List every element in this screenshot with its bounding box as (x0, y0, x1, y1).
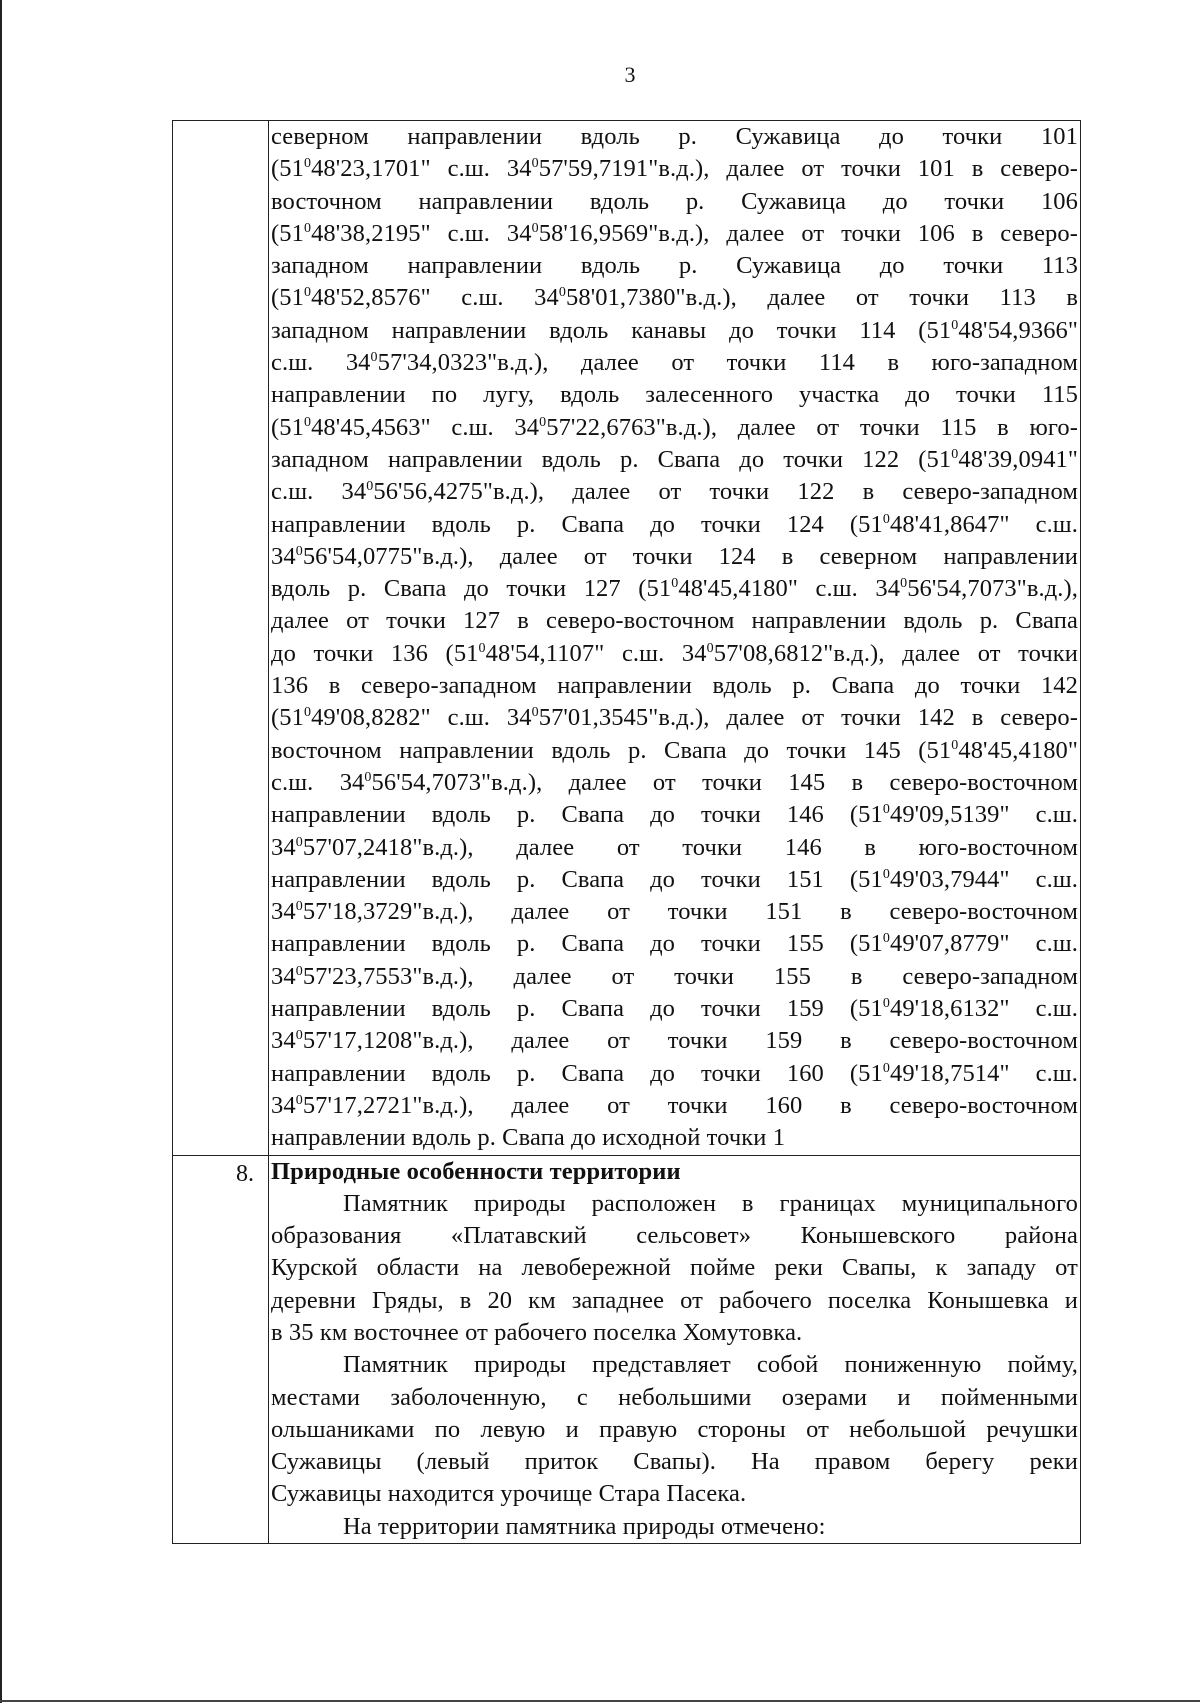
scan-edge (0, 0, 2, 1703)
text-line: ольшаниками по левую и правую стороны от небольшой речушки (271, 1415, 1078, 1443)
text-line: ($51^049'08,8282$" с.ш. $34^057'01,3545"в.д$.), далее от точки 142 в северо- (271, 704, 1078, 732)
text-line: вдоль р. Свапа до точки 127 ($51^048'45,4180$" с.ш. $34^056'54,7073"в.д$.), (271, 575, 1078, 603)
text-line: западном направлении вдоль канавы до точки 114 ($51^048'54,9366$" (271, 316, 1078, 344)
text-line: с.ш. $34^057'34,0323"в.д$.), далее от точки 114 в юго-западном (271, 349, 1078, 377)
text-line: ($51^048'52,8576$" с.ш. $34^058'01,7380"в.д$.), далее от точки 113 в (271, 284, 1078, 312)
text-line: ($51^048'38,2195$" с.ш. $34^058'16,9569"в.д$.), далее от точки 106 в северо- (271, 219, 1078, 247)
text-line: до точки 136 ($51^048'54,1107$" с.ш. $34^057'08,6812"в.д$.), далее от точки (271, 639, 1078, 667)
scan-edge (0, 1700, 1200, 1702)
text-line: восточном направлении вдоль р. Свапа до точки 145 ($51^048'45,4180$" (271, 736, 1078, 764)
document-table (172, 120, 1081, 1544)
row-text-cell (269, 1155, 1081, 1544)
row-number-cell: 8. (173, 1155, 269, 1544)
text-line: $34^057'17,2721"в.д$.), далее от точки 160 в северо-восточном (271, 1091, 1078, 1119)
text-line: направлении вдоль р. Свапа до точки 155 ($51^049'07,8779$" с.ш. (271, 930, 1078, 958)
text-line: с.ш. $34^056'54,7073"в.д$.), далее от точки 145 в северо-восточном (271, 768, 1078, 796)
text-line: деревни Гряды, в 20 км западнее от рабочего поселка Конышевка и (271, 1286, 1078, 1314)
text-line: северном направлении вдоль р. Сужавица до точки 101 (271, 123, 1078, 150)
text-line: направлении вдоль р. Свапа до точки 124 ($51^048'41,8647$" с.ш. (271, 510, 1078, 538)
section-heading: Природные особенности территории (271, 1157, 681, 1185)
table-row (173, 1155, 1081, 1544)
text-line: далее от точки 127 в северо-восточном направлении вдоль р. Свапа (271, 607, 1078, 635)
text-line: направлении вдоль р. Свапа до точки 151 ($51^049'03,7944$" с.ш. (271, 865, 1078, 893)
text-line: На территории памятника природы отмечено: (343, 1512, 826, 1540)
text-line: западном направлении вдоль р. Свапа до точки 122 ($51^048'39,0941$" (271, 445, 1078, 473)
page-number: 3 (624, 62, 636, 87)
text-line: в 35 км восточнее от рабочего поселка Хомутовка. (271, 1318, 803, 1346)
text-line: западном направлении вдоль р. Сужавица до точки 113 (271, 252, 1078, 280)
boundary-description (271, 121, 1078, 1155)
text-line: ($51^048'45,4563$" с.ш. $34^057'22,6763"в.д$.), далее от точки 115 в юго- (271, 413, 1078, 441)
text-line: Памятник природы расположен в границах муниципального (343, 1189, 1078, 1217)
text-line: Курской области на левобережной пойме реки Свапы, к западу от (271, 1254, 1078, 1282)
text-line: $34^057'18,3729"в.д$.), далее от точки 151 в северо-восточном (271, 898, 1078, 926)
text-line: образования «Платавский сельсовет» Конышевского района (271, 1222, 1078, 1250)
text-line: направлении по лугу, вдоль залесенного участка до точки 115 (271, 381, 1078, 409)
text-line: $34^057'17,1208"в.д$.), далее от точки 159 в северо-восточном (271, 1027, 1078, 1055)
text-line: направлении вдоль р. Свапа до точки 160 ($51^049'18,7514$" с.ш. (271, 1059, 1078, 1087)
table-row (173, 121, 1081, 1156)
text-line: $34^057'23,7553"в.д$.), далее от точки 155 в северо-западном (271, 962, 1078, 990)
row-number-cell (173, 121, 269, 1156)
text-line: направлении вдоль р. Свапа до исходной точки 1 (271, 1124, 786, 1152)
text-line: Памятник природы представляет собой пониженную пойму, (343, 1351, 1078, 1379)
text-line: направлении вдоль р. Свапа до точки 146 ($51^049'09,5139$" с.ш. (271, 801, 1078, 829)
text-line: восточном направлении вдоль р. Сужавица до точки 106 (271, 187, 1078, 215)
text-line: местами заболоченную, с небольшими озерами и пойменными (271, 1383, 1078, 1411)
row-text-cell (269, 121, 1081, 1156)
text-line: 136 в северо-западном направлении вдоль р. Свапа до точки 142 (271, 672, 1078, 700)
text-line: с.ш. $34^056'56,4275"в.д$.), далее от точки 122 в северо-западном (271, 478, 1078, 506)
text-line: направлении вдоль р. Свапа до точки 159 ($51^049'18,6132$" с.ш. (271, 995, 1078, 1023)
text-line: $34^056'54,0775"в.д$.), далее от точки 124 в северном направлении (271, 542, 1078, 570)
text-line: $34^057'07,2418"в.д$.), далее от точки 146 в юго-восточном (271, 833, 1078, 861)
text-line: Сужавицы находится урочище Стара Пасека. (271, 1480, 747, 1508)
natural-features-text (271, 1188, 1078, 1543)
text-line: ($51^048'23,1701$" с.ш. $34^057'59,7191"в.д$.), далее от точки 101 в северо- (271, 155, 1078, 183)
text-line: Сужавицы (левый приток Свапы). На правом берегу реки (271, 1448, 1078, 1476)
